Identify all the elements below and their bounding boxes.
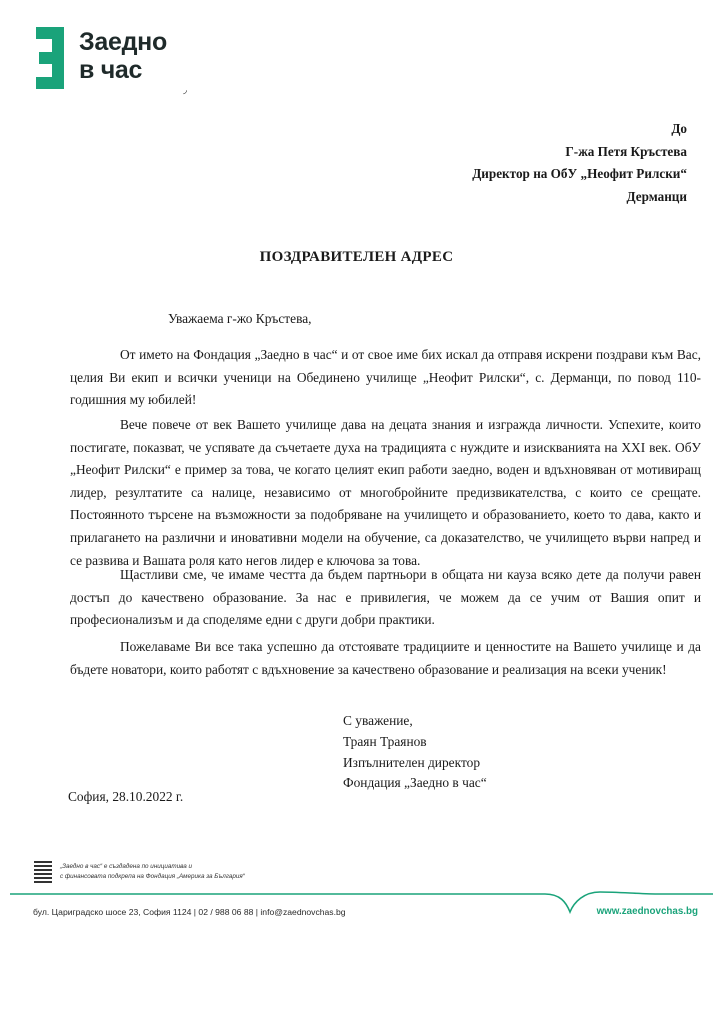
signature-name: Траян Траянов bbox=[343, 733, 427, 749]
footer-website-link[interactable]: www.zaednovchas.bg bbox=[596, 906, 698, 917]
signature-position: Изпълнителен директор bbox=[343, 754, 481, 770]
footer-note-line2: с финансовата подкрепа на Фондация „Америка за България“ bbox=[60, 872, 245, 880]
recipient-location: Дерманци bbox=[626, 189, 687, 205]
signature-block bbox=[343, 711, 487, 794]
brand-name-line1: Заедно bbox=[79, 28, 167, 56]
brand-logo bbox=[33, 24, 193, 94]
scan-speck: ◞ bbox=[183, 85, 187, 96]
body-paragraph-1: От името на Фондация „Заедно в час“ и от свое име бих искал да отправя искрени поздрави към Вас, целия Ви екип и всички ученици на Обединено училище „Неофит Рилски“, с. Дерманци, по повод 110-годишния му юбилей! bbox=[70, 347, 701, 408]
place-date: София, 28.10.2022 г. bbox=[68, 789, 184, 804]
salutation: Уважаема г-жо Кръстева, bbox=[168, 311, 312, 326]
number-three-logo-icon bbox=[33, 24, 69, 92]
recipient-block bbox=[472, 118, 687, 209]
body-paragraph-3: Щастливи сме, че имаме честта да бъдем партньори в общата ни кауза всяко дете да получи равен достъп до качествено образование. За нас е привилегия, че можем да се учим от Вашия опит и професионализъм и да споделяме едни с други добри практики. bbox=[70, 567, 701, 628]
recipient-position: Директор на ОбУ „Неофит Рилски“ bbox=[472, 166, 687, 182]
recipient-to: До bbox=[671, 121, 687, 136]
signature-organization: Фондация „Заедно в час“ bbox=[343, 775, 487, 791]
footer-note-line1: „Заедно в час“ е създадена по инициатива и bbox=[60, 863, 193, 870]
body-paragraph-4: Пожелаваме Ви все така успешно да отстоявате традициите и ценностите на Вашето училище и да бъдете новатори, които работят с вдъхновение за качествено образование и реализация на всеки ученик! bbox=[70, 639, 701, 677]
signature-closing: С уважение, bbox=[343, 713, 413, 728]
recipient-name: Г-жа Петя Кръстева bbox=[565, 143, 687, 159]
document-title: ПОЗДРАВИТЕЛЕН АДРЕС bbox=[259, 249, 454, 265]
brand-name bbox=[79, 28, 167, 84]
brand-name-line2: в час bbox=[79, 56, 143, 84]
footer-note-text bbox=[60, 862, 245, 881]
body-paragraph-2: Вече повече от век Вашето училище дава на децата знания и изгражда личности. Успехите, които постигате, показват, че успявате да съчетаете духа на традицията с нуждите и изискванията на XXI век. ОбУ „Неофит Рилски“ е пример за това, че когато целият екип работи заедно, воден и вдъхновяван от мотивиращ лидер, резултатите са налице, независимо от многобройните предизвикателства, с които се срещате. Постоянното търсене на възможности за подобряване на училището и образованието, което то дава, както и прилагането на различни и иновативни модели на обучение, са доказателство, че училището върви напред и се развива и Вашата роля като негов лидер е ключова за това. bbox=[70, 417, 701, 568]
footer-address: бул. Цариградско шосе 23, София 1124 | 02 / 988 06 88 | info@zaednovchas.bg bbox=[33, 907, 346, 917]
